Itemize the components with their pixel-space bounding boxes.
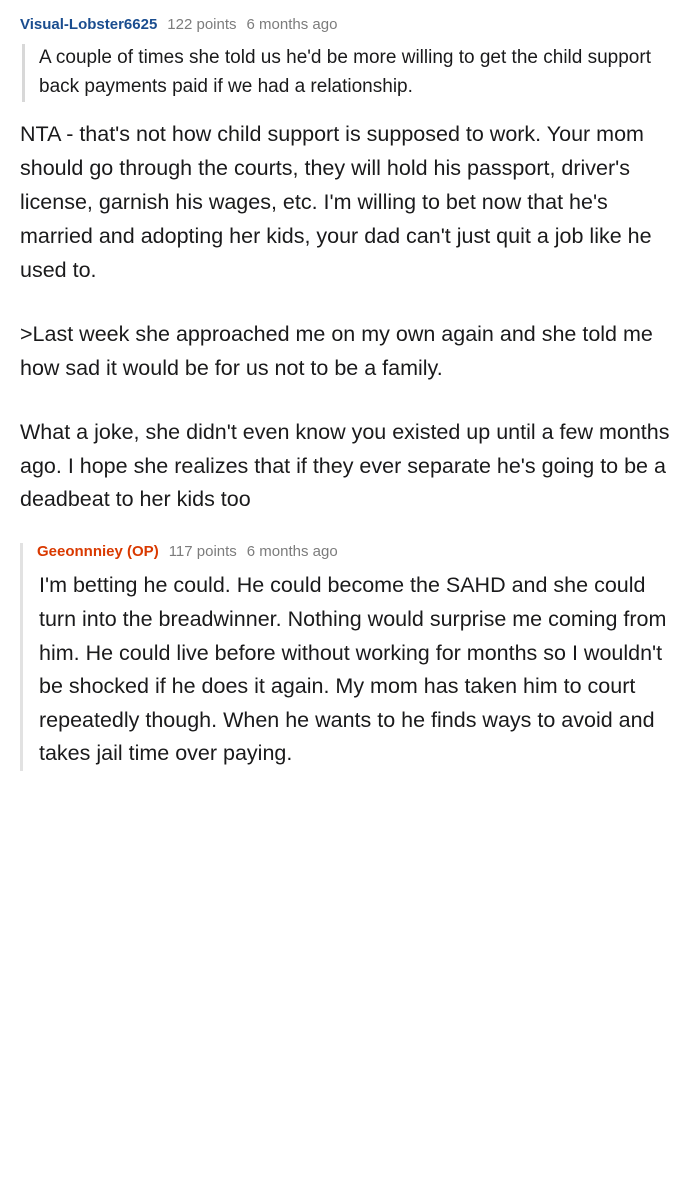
comment-author-link[interactable]: Visual-Lobster6625 bbox=[20, 16, 158, 33]
comment-paragraph-2: >Last week she approached me on my own again and she told me how sad it would be for us not to be a family. bbox=[20, 321, 653, 380]
quoted-text-body: A couple of times she told us he'd be more willing to get the child support back payments paid if we had a relationship. bbox=[39, 47, 651, 97]
reply-body bbox=[39, 569, 680, 770]
reply-points: 117 points bbox=[168, 543, 237, 561]
reply-author-link[interactable]: Geeonnniey (OP) bbox=[37, 543, 159, 561]
comment-points: 122 points bbox=[167, 16, 237, 33]
comment-header bbox=[20, 16, 680, 34]
comment-top-level bbox=[20, 16, 680, 771]
comment-timestamp: 6 months ago bbox=[246, 16, 338, 33]
reply-header bbox=[37, 543, 680, 561]
comment-paragraph-1: NTA - that's not how child support is supposed to work. Your mom should go through the courts, they will hold his passport, driver's license, garnish his wages, etc. I'm willing to bet now that he's married and adopting her kids, your dad can't just quit a job like he used to. bbox=[20, 121, 652, 282]
comment-reply bbox=[20, 543, 680, 770]
comment-body bbox=[20, 118, 680, 518]
reply-timestamp: 6 months ago bbox=[246, 543, 338, 561]
comment-paragraph-3: What a joke, she didn't even know you existed up until a few months ago. I hope she realizes that if they ever separate he's going to be a deadbeat to her kids too bbox=[20, 419, 670, 512]
reply-paragraph-1: I'm betting he could. He could become the SAHD and she could turn into the breadwinner. Nothing would surprise me coming from him. He could live before without working for months so I wouldn't be shocked if he does it again. My mom has taken him to court repeatedly though. When he wants to he finds ways to avoid and takes jail time over paying. bbox=[39, 573, 667, 766]
quoted-text bbox=[22, 44, 680, 102]
